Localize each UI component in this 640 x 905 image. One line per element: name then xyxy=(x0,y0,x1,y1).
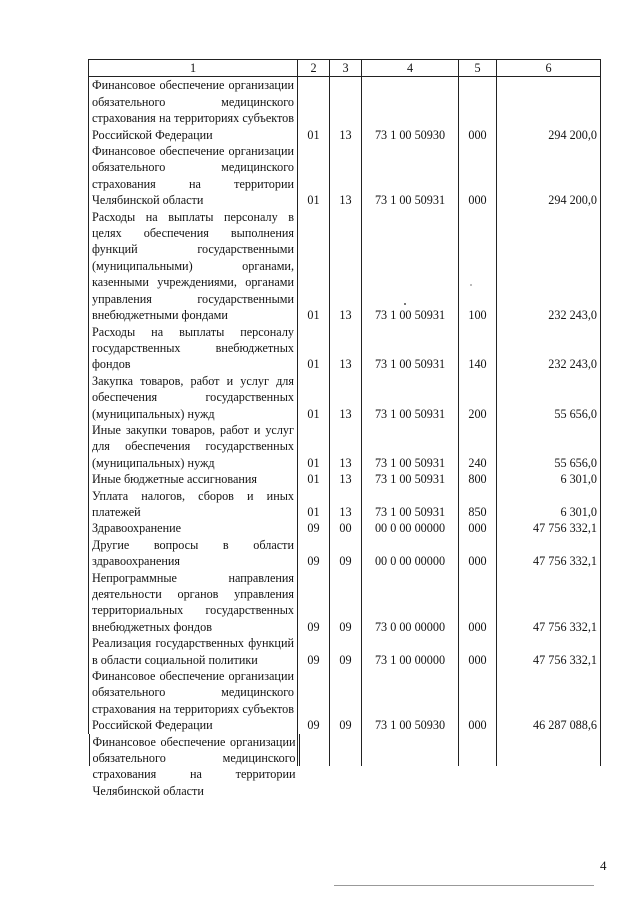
table-row xyxy=(89,635,601,668)
row-expense-type: 200 xyxy=(459,373,497,422)
bottom-rule xyxy=(334,885,594,886)
row-target-code xyxy=(362,734,459,767)
row-subsection: 09 xyxy=(330,635,362,668)
table-row xyxy=(89,143,601,209)
table-row xyxy=(89,488,601,521)
row-name: Закупка товаров, работ и услуг для обеспечения государственных (муниципальных) нужд xyxy=(89,373,298,422)
row-subsection: 09 xyxy=(330,668,362,734)
row-amount: 232 243,0 xyxy=(497,209,601,324)
table-row xyxy=(89,668,601,734)
page-number: 4 xyxy=(600,858,607,873)
row-name: Иные закупки товаров, работ и услуг для обеспечения государственных (муниципальных) нужд xyxy=(89,422,298,471)
row-name: Финансовое обеспечение организации обязательного медицинского страхования на территориях субъектов Российской Федерации xyxy=(89,77,298,143)
row-expense-type: 000 xyxy=(459,520,497,536)
row-section: 09 xyxy=(298,668,330,734)
row-amount: 47 756 332,1 xyxy=(497,520,601,536)
table-row xyxy=(89,209,601,324)
row-expense-type: 000 xyxy=(459,143,497,209)
row-name: Реализация государственных функций в области социальной политики xyxy=(89,635,298,668)
row-section: 09 xyxy=(298,520,330,536)
col-header-1: 1 xyxy=(89,60,298,77)
table-row xyxy=(89,324,601,373)
row-amount: 47 756 332,1 xyxy=(497,537,601,570)
row-target-code: 73 1 00 50931 xyxy=(362,488,459,521)
row-expense-type: 140 xyxy=(459,324,497,373)
row-amount: 55 656,0 xyxy=(497,373,601,422)
row-subsection: 09 xyxy=(330,537,362,570)
row-expense-type: 000 xyxy=(459,635,497,668)
row-section xyxy=(298,734,330,767)
row-expense-type: 000 xyxy=(459,668,497,734)
row-subsection: 09 xyxy=(330,570,362,636)
col-header-2: 2 xyxy=(298,60,330,77)
row-target-code: 73 1 00 50931 xyxy=(362,209,459,324)
row-target-code: 73 1 00 50931 xyxy=(362,324,459,373)
row-section: 01 xyxy=(298,77,330,143)
row-section: 01 xyxy=(298,422,330,471)
table-row xyxy=(89,537,601,570)
row-name: Здравоохранение xyxy=(89,520,298,536)
row-expense-type: 850 xyxy=(459,488,497,521)
table-row xyxy=(89,520,601,536)
row-subsection: 13 xyxy=(330,471,362,487)
row-target-code: 73 1 00 50930 xyxy=(362,77,459,143)
col-header-3: 3 xyxy=(330,60,362,77)
row-section: 01 xyxy=(298,324,330,373)
row-expense-type: 240 xyxy=(459,422,497,471)
row-subsection: 13 xyxy=(330,209,362,324)
scan-speck xyxy=(404,303,406,305)
row-target-code: 73 1 00 50931 xyxy=(362,373,459,422)
row-target-code: 73 0 00 00000 xyxy=(362,570,459,636)
row-expense-type: 100 xyxy=(459,209,497,324)
table-row xyxy=(89,471,601,487)
row-target-code: 73 1 00 50930 xyxy=(362,668,459,734)
row-amount xyxy=(497,734,601,767)
table-row xyxy=(89,734,601,767)
row-amount: 232 243,0 xyxy=(497,324,601,373)
row-name: Непрограммные направления деятельности органов управления территориальных государственных внебюджетных фондов xyxy=(89,570,298,636)
header-row xyxy=(89,60,601,77)
row-section: 01 xyxy=(298,373,330,422)
row-subsection: 13 xyxy=(330,324,362,373)
row-subsection: 13 xyxy=(330,143,362,209)
row-subsection: 13 xyxy=(330,488,362,521)
col-header-4: 4 xyxy=(362,60,459,77)
row-amount: 47 756 332,1 xyxy=(497,635,601,668)
row-target-code: 73 1 00 50931 xyxy=(362,471,459,487)
row-target-code: 73 1 00 00000 xyxy=(362,635,459,668)
row-subsection xyxy=(330,734,362,767)
row-amount: 294 200,0 xyxy=(497,143,601,209)
row-expense-type: 000 xyxy=(459,537,497,570)
row-target-code: 73 1 00 50931 xyxy=(362,143,459,209)
row-name: Финансовое обеспечение организации обязательного медицинского страхования на территории Челябинской области xyxy=(89,143,298,209)
row-amount: 294 200,0 xyxy=(497,77,601,143)
row-section: 09 xyxy=(298,537,330,570)
row-name: Расходы на выплаты персоналу государственных внебюджетных фондов xyxy=(89,324,298,373)
table-row xyxy=(89,373,601,422)
row-name: Расходы на выплаты персоналу в целях обеспечения выполнения функций государственными (муниципальными) органами, казенными учреждениями, органами управления государственными внебюджетными фондами xyxy=(89,209,298,324)
table-row xyxy=(89,570,601,636)
row-amount: 6 301,0 xyxy=(497,471,601,487)
row-section: 09 xyxy=(298,570,330,636)
budget-table xyxy=(88,59,601,798)
row-target-code: 00 0 00 00000 xyxy=(362,537,459,570)
row-amount: 46 287 088,6 xyxy=(497,668,601,734)
table-row xyxy=(89,422,601,471)
row-name: Иные бюджетные ассигнования xyxy=(89,471,298,487)
row-target-code: 00 0 00 00000 xyxy=(362,520,459,536)
row-expense-type: 000 xyxy=(459,77,497,143)
row-amount: 55 656,0 xyxy=(497,422,601,471)
row-section: 01 xyxy=(298,143,330,209)
row-name: Уплата налогов, сборов и иных платежей xyxy=(89,488,298,521)
row-amount: 6 301,0 xyxy=(497,488,601,521)
row-name: Финансовое обеспечение организации обязательного медицинского страхования на территориях субъектов Российской Федерации xyxy=(89,668,298,734)
col-header-5: 5 xyxy=(459,60,497,77)
row-target-code: 73 1 00 50931 xyxy=(362,422,459,471)
row-section: 01 xyxy=(298,209,330,324)
row-subsection: 13 xyxy=(330,373,362,422)
row-name: Финансовое обеспечение организации обязательного медицинского страхования на территории Челябинской области xyxy=(89,734,300,767)
row-expense-type: 000 xyxy=(459,570,497,636)
row-name: Другие вопросы в области здравоохранения xyxy=(89,537,298,570)
row-subsection: 13 xyxy=(330,422,362,471)
row-expense-type xyxy=(459,734,497,767)
row-section: 01 xyxy=(298,488,330,521)
row-section: 09 xyxy=(298,635,330,668)
row-amount: 47 756 332,1 xyxy=(497,570,601,636)
row-subsection: 13 xyxy=(330,77,362,143)
table-row xyxy=(89,77,601,143)
scan-speck xyxy=(470,284,472,286)
col-header-6: 6 xyxy=(497,60,601,77)
row-subsection: 00 xyxy=(330,520,362,536)
row-expense-type: 800 xyxy=(459,471,497,487)
row-section: 01 xyxy=(298,471,330,487)
